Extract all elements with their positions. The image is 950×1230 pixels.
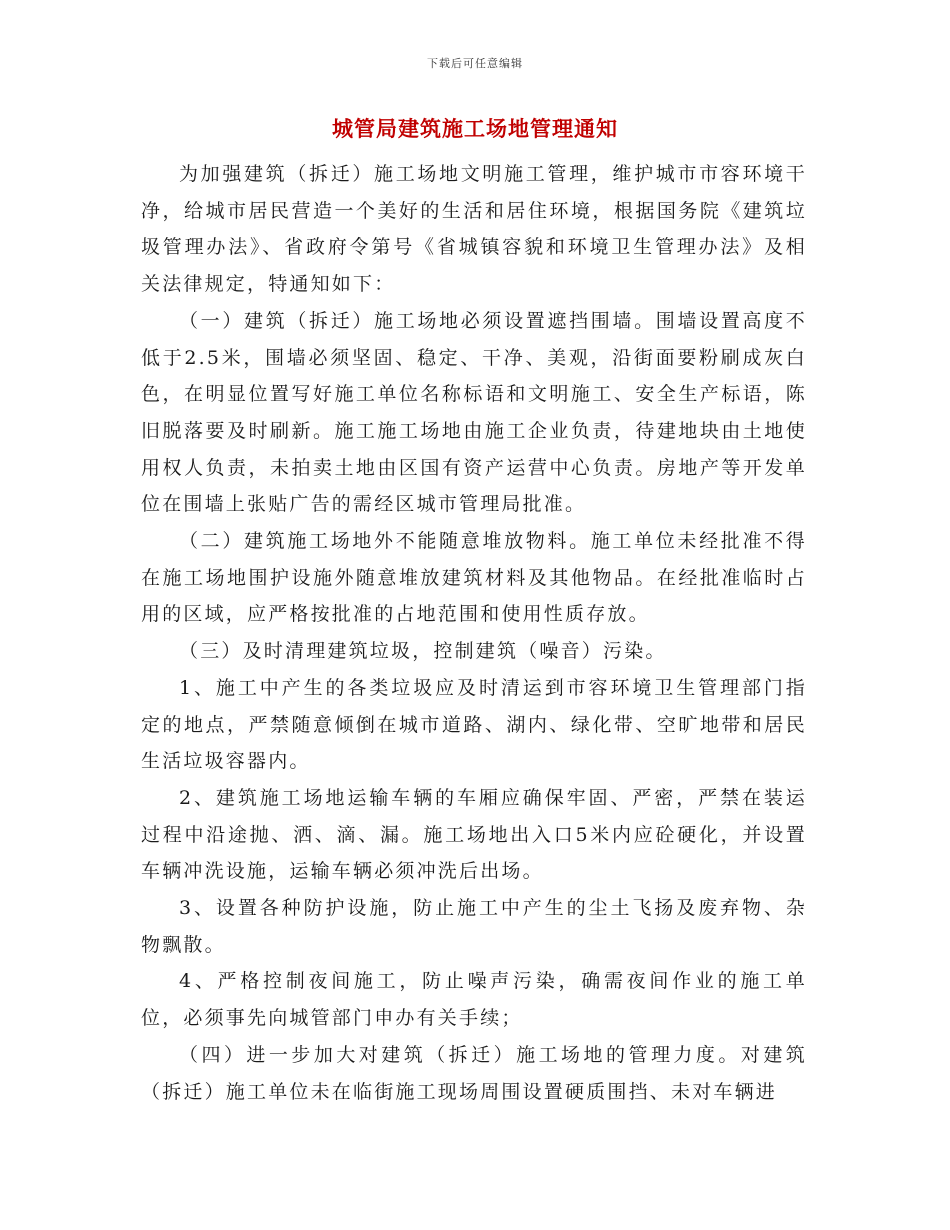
paragraph-section-1: （一）建筑（拆迁）施工场地必须设置遮挡围墙。围墙设置高度不低于2.5米，围墙必须坚固、稳定、干净、美观，沿街面要粉刷成灰白色，在明显位置写好施工单位名称标语和文明施工、安全生产标语，陈旧脱落要及时刷新。施工施工场地由施工企业负责，待建地块由土地使用权人负责，未拍卖土地由区国有资产运营中心负责。房地产等开发单位在围墙上张贴广告的需经区城市管理局批准。: [141, 309, 807, 516]
paragraph-item-4: 4、严格控制夜间施工，防止噪声污染，确需夜间作业的施工单位，必须事先向城管部门申办有关手续；: [141, 970, 807, 1030]
paragraph-section-2: （二）建筑施工场地外不能随意堆放物料。施工单位未经批准不得在施工场地围护设施外随意堆放建筑材料及其他物品。在经批准临时占用的区域，应严格按批准的占地范围和使用性质存放。: [141, 530, 807, 626]
paragraph-section-3: （三）及时清理建筑垃圾，控制建筑（噪音）污染。: [179, 640, 667, 663]
paragraph-item-2: 2、建筑施工场地运输车辆的车厢应确保牢固、严密，严禁在装运过程中沿途抛、洒、滴、漏。施工场地出入口5米内应砼硬化，并设置车辆冲洗设施，运输车辆必须冲洗后出场。: [141, 786, 807, 883]
document-body: [141, 156, 807, 1110]
document-title: 城管局建筑施工场地管理通知: [332, 116, 618, 141]
paragraph-item-3: 3、设置各种防护设施，防止施工中产生的尘土飞扬及废弃物、杂物飘散。: [141, 897, 807, 956]
page-header-note: 下载后可任意编辑: [427, 57, 523, 70]
paragraph-section-4: （四）进一步加大对建筑（拆迁）施工场地的管理力度。对建筑（拆迁）施工单位未在临街施工现场周围设置硬质围挡、未对车辆进: [141, 1043, 807, 1103]
paragraph-item-1: 1、施工中产生的各类垃圾应及时清运到市容环境卫生管理部门指定的地点，严禁随意倾倒在城市道路、湖内、绿化带、空旷地带和居民生活垃圾容器内。: [141, 676, 807, 773]
paragraph-intro: 为加强建筑（拆迁）施工场地文明施工管理，维护城市市容环境干净，给城市居民营造一个美好的生活和居住环境，根据国务院《建筑垃圾管理办法》、省政府令第号《省城镇容貌和环境卫生管理办法》及相关法律规定，特通知如下：: [141, 163, 807, 296]
